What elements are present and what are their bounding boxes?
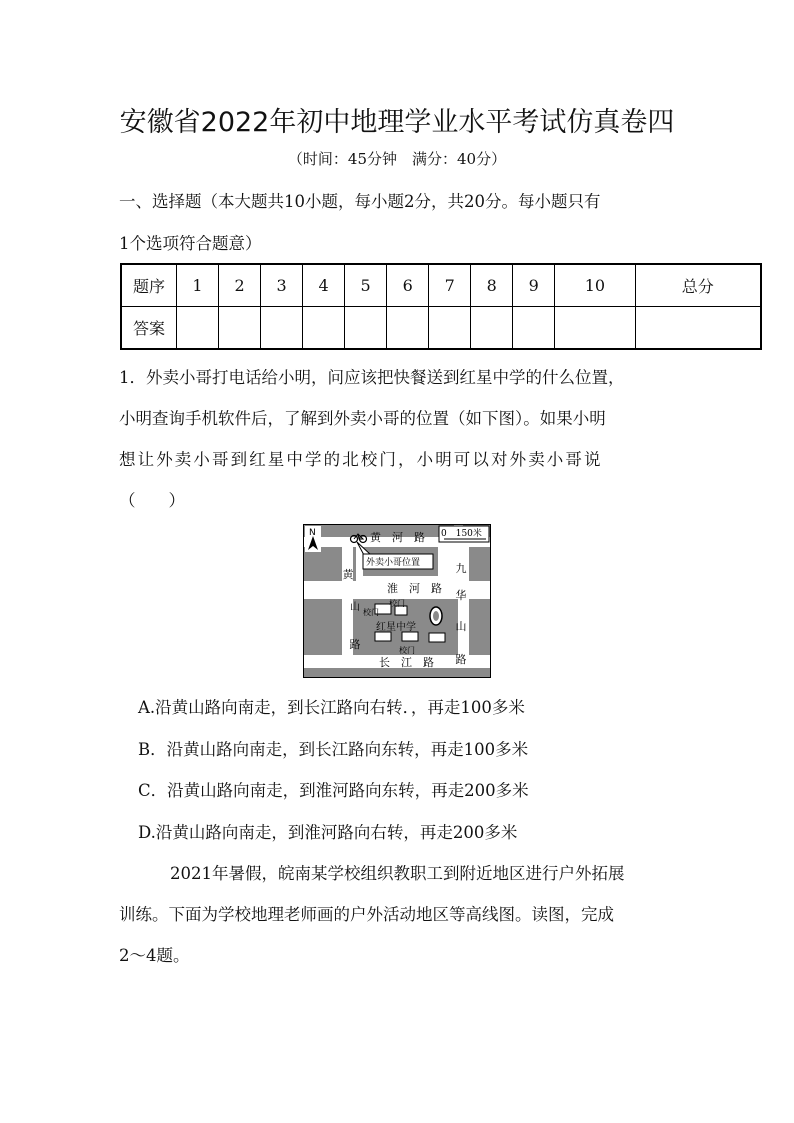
north-label: N	[309, 528, 316, 538]
table-cell: 2	[219, 264, 261, 307]
table-cell: 10	[555, 264, 635, 307]
answer-table-header-row	[121, 264, 761, 307]
passage-line3: 2～4题。	[119, 946, 190, 965]
answer-cell[interactable]	[471, 307, 513, 350]
road-label-jiuhuashan-1: 九	[455, 562, 467, 575]
south-gate-label: 校门	[399, 646, 415, 655]
answer-table-answer-row	[121, 307, 761, 350]
road-label-huangshan-2: 山	[350, 602, 360, 613]
road-label-jiuhuashan-3: 山	[455, 620, 467, 633]
table-cell-label: 答案	[121, 307, 177, 350]
question1-line3: 想让外卖小哥到红星中学的北校门，小明可以对外卖小哥说	[119, 450, 603, 469]
answer-cell[interactable]	[219, 307, 261, 350]
section1-heading-line1: 一、选择题（本大题共10小题，每小题2分，共20分。每小题只有	[119, 192, 601, 211]
road-label-huangshan-3: 路	[349, 638, 361, 651]
west-gate-label: 校门	[363, 608, 379, 617]
table-cell: 5	[345, 264, 387, 307]
exam-title: 安徽省2022年初中地理学业水平考试仿真卷四	[119, 107, 675, 138]
north-gate-label: 校门	[389, 599, 405, 608]
scale-label: 0 150米	[441, 529, 482, 539]
option-b[interactable]: B．沿黄山路向南走，到长江路向东转，再走100多米	[138, 740, 529, 759]
courier-position-label: 外卖小哥位置	[366, 558, 421, 568]
exam-subtitle: （时间：45分钟 满分：40分）	[287, 150, 507, 168]
table-cell: 6	[387, 264, 429, 307]
table-cell-label: 题序	[121, 264, 177, 307]
road-label-huanghe: 黄 河 路	[370, 531, 425, 544]
table-cell: 3	[261, 264, 303, 307]
school-location-map	[303, 524, 491, 678]
road-label-huaihe: 淮 河 路	[387, 582, 442, 595]
answer-cell[interactable]	[635, 307, 761, 350]
road-label-huangshan-1: 黄	[342, 568, 354, 581]
road-label-changjiang: 长 江 路	[379, 656, 434, 669]
table-cell: 9	[513, 264, 555, 307]
section1-heading-line2: 1个选项符合题意）	[119, 234, 262, 253]
option-a[interactable]: A.沿黄山路向南走，到长江路向右转．，再走100多米	[138, 698, 525, 717]
passage-line1: 2021年暑假，皖南某学校组织教职工到附近地区进行户外拓展	[170, 864, 625, 883]
question1-line2: 小明查询手机软件后，了解到外卖小哥的位置（如下图）。如果小明	[119, 409, 606, 428]
answer-table	[120, 263, 762, 350]
option-d[interactable]: D.沿黄山路向南走，到淮河路向右转，再走200多米	[138, 823, 518, 842]
answer-cell[interactable]	[429, 307, 471, 350]
passage-line2: 训练。下面为学校地理老师画的户外活动地区等高线图。读图，完成	[119, 905, 614, 924]
school-label: 红星中学	[376, 622, 416, 633]
answer-cell[interactable]	[345, 307, 387, 350]
answer-cell[interactable]	[513, 307, 555, 350]
question1-line1: 1．外卖小哥打电话给小明，问应该把快餐送到红星中学的什么位置，	[119, 368, 625, 387]
road-label-jiuhuashan-4: 路	[455, 653, 467, 666]
option-c[interactable]: C．沿黄山路向南走，到淮河路向东转，再走200多米	[138, 781, 529, 800]
question1-answer-blank: （ ）	[119, 491, 185, 510]
answer-cell[interactable]	[261, 307, 303, 350]
table-cell: 4	[303, 264, 345, 307]
answer-cell[interactable]	[387, 307, 429, 350]
table-cell: 1	[177, 264, 219, 307]
answer-cell[interactable]	[177, 307, 219, 350]
table-cell: 7	[429, 264, 471, 307]
table-cell: 8	[471, 264, 513, 307]
table-cell-total: 总分	[635, 264, 761, 307]
road-label-jiuhuashan-2: 华	[455, 589, 467, 602]
answer-cell[interactable]	[303, 307, 345, 350]
answer-cell[interactable]	[555, 307, 635, 350]
